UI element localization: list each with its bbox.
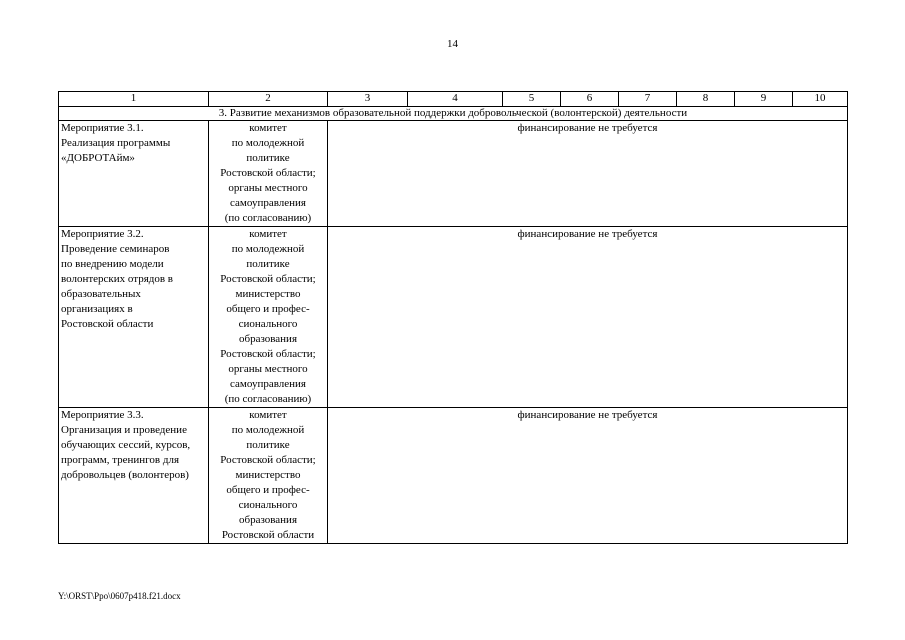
executor-text-line: общего и профес- (226, 303, 310, 315)
column-header: 3 (328, 92, 408, 107)
executor-text-line: Ростовской области; (220, 273, 316, 285)
executor-cell (209, 121, 328, 227)
executor-text-line: политике (246, 152, 290, 164)
event-cell (59, 408, 209, 544)
event-text-line: по внедрению модели (61, 258, 164, 270)
section-title: 3. Развитие механизмов образовательной поддержки добровольческой (волонтерской) деятельности (59, 107, 848, 121)
table-row (59, 227, 848, 408)
column-header: 9 (735, 92, 793, 107)
event-text-line: программ, тренингов для (61, 454, 180, 466)
executor-text-line: самоуправления (230, 378, 306, 390)
executor-text-line: по молодежной (231, 137, 305, 149)
table-row (59, 408, 848, 544)
event-text-line: Проведение семинаров (61, 243, 170, 255)
event-text-line: организациях в (61, 303, 133, 315)
executor-text-line: министерство (235, 469, 301, 481)
table-header-row (59, 92, 848, 107)
executor-text-line: (по согласованию) (224, 212, 312, 224)
event-text-line: обучающих сессий, курсов, (61, 439, 191, 451)
page-number: 14 (447, 38, 458, 50)
column-header: 2 (209, 92, 328, 107)
event-text-line: Организация и проведение (61, 424, 187, 436)
executor-text-line: сионального (238, 318, 298, 330)
executor-text-line: органы местного (228, 182, 308, 194)
executor-text-line: комитет (249, 228, 287, 240)
executor-text-line: сионального (238, 499, 298, 511)
executor-text-line: Ростовской области; (220, 454, 316, 466)
executor-text-line: образования (238, 333, 298, 345)
column-header: 8 (677, 92, 735, 107)
event-text-line: Мероприятие 3.3. (61, 409, 144, 421)
column-header: 4 (408, 92, 503, 107)
event-cell (59, 227, 209, 408)
event-text-line: Мероприятие 3.2. (61, 228, 144, 240)
column-header: 7 (619, 92, 677, 107)
executor-text-line: политике (246, 258, 290, 270)
financing-cell: финансирование не требуется (328, 121, 848, 227)
event-text-line: Ростовской области (61, 318, 154, 330)
executor-text-line: политике (246, 439, 290, 451)
executor-text-line: Ростовской области (221, 529, 315, 541)
financing-cell: финансирование не требуется (328, 227, 848, 408)
event-text-line: «ДОБРОТАйм» (61, 152, 135, 164)
executor-text-line: министерство (235, 288, 301, 300)
plan-table (58, 91, 848, 544)
executor-text-line: (по согласованию) (224, 393, 312, 405)
executor-text-line: самоуправления (230, 197, 306, 209)
financing-cell: финансирование не требуется (328, 408, 848, 544)
column-header: 1 (59, 92, 209, 107)
executor-text-line: органы местного (228, 363, 308, 375)
executor-text-line: Ростовской области; (220, 167, 316, 179)
executor-text-line: по молодежной (231, 424, 305, 436)
executor-text-line: по молодежной (231, 243, 305, 255)
executor-text-line: комитет (249, 409, 287, 421)
executor-text-line: комитет (249, 122, 287, 134)
event-text-line: Мероприятие 3.1. (61, 122, 144, 134)
event-text-line: добровольцев (волонтеров) (61, 469, 189, 481)
column-header: 6 (561, 92, 619, 107)
executor-text-line: общего и профес- (226, 484, 310, 496)
event-cell (59, 121, 209, 227)
executor-text-line: Ростовской области; (220, 348, 316, 360)
event-text-line: образовательных (61, 288, 141, 300)
executor-cell (209, 227, 328, 408)
event-text-line: Реализация программы (61, 137, 171, 149)
executor-text-line: образования (238, 514, 298, 526)
section-title-row (59, 107, 848, 121)
executor-cell (209, 408, 328, 544)
column-header: 10 (793, 92, 848, 107)
event-text-line: волонтерских отрядов в (61, 273, 173, 285)
file-path-footer: Y:\ORST\Ppo\0607p418.f21.docx (58, 591, 181, 601)
column-header: 5 (503, 92, 561, 107)
table-row (59, 121, 848, 227)
